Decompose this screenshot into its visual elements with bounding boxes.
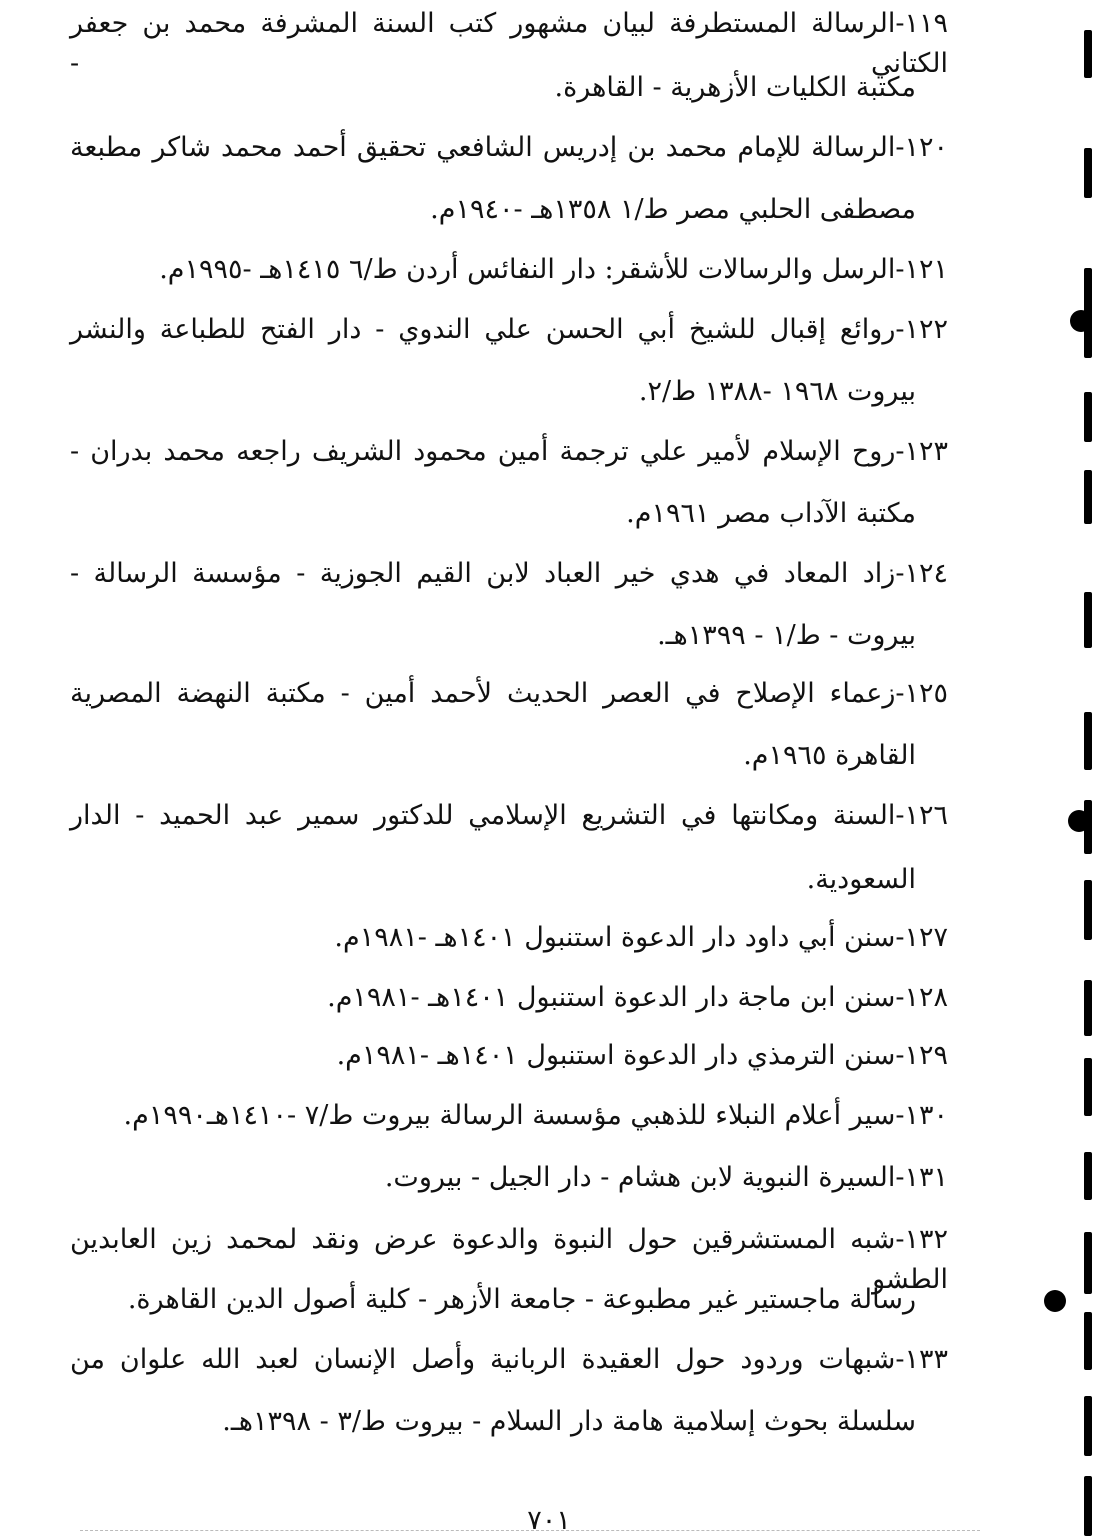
- binding-edge-mark: [1084, 470, 1092, 524]
- binding-edge-mark: [1084, 1152, 1092, 1200]
- reference-119-line-2: مكتبة الكليات الأزهرية - القاهرة.: [554, 72, 916, 103]
- binding-edge-mark: [1084, 30, 1092, 78]
- scan-bottom-edge: [80, 1530, 980, 1533]
- reference-126-line-2: السعودية.: [806, 864, 916, 895]
- reference-125-line-2: القاهرة ١٩٦٥م.: [743, 740, 916, 771]
- reference-133-line-2: سلسلة بحوث إسلامية هامة دار السلام - بيروت ط/٣ - ١٣٩٨هـ.: [222, 1406, 916, 1437]
- binding-edge-mark: [1084, 1058, 1092, 1116]
- reference-126-line-1: ١٢٦-السنة ومكانتها في التشريع الإسلامي للدكتور سمير عبد الحميد - الدار: [70, 800, 948, 831]
- reference-119-line-1: ١١٩-الرسالة المستطرفة لبيان مشهور كتب السنة المشرفة محمد بن جعفر الكتاني -: [70, 8, 948, 79]
- binding-edge-mark: [1084, 1232, 1092, 1294]
- reference-131-line-1: ١٣١-السيرة النبوية لابن هشام - دار الجيل - بيروت.: [384, 1162, 948, 1193]
- binding-edge-mark: [1084, 392, 1092, 442]
- reference-130-line-1: ١٣٠-سير أعلام النبلاء للذهبي مؤسسة الرسالة بيروت ط/٧ -١٤١٠هـ١٩٩٠م.: [123, 1100, 948, 1131]
- reference-129-line-1: ١٢٩-سنن الترمذي دار الدعوة استنبول ١٤٠١هـ -١٩٨١م.: [336, 1040, 948, 1071]
- reference-121-line-1: ١٢١-الرسل والرسالات للأشقر: دار النفائس أردن ط/٦ ١٤١٥هـ -١٩٩٥م.: [159, 254, 948, 285]
- reference-124-line-2: بيروت - ط/١ - ١٣٩٩هـ.: [657, 620, 916, 651]
- reference-132-line-2: رسالة ماجستير غير مطبوعة - جامعة الأزهر - كلية أصول الدين القاهرة.: [127, 1284, 916, 1315]
- reference-124-line-1: ١٢٤-زاد المعاد في هدي خير العباد لابن القيم الجوزية - مؤسسة الرسالة -: [70, 558, 948, 589]
- binding-edge-mark: [1084, 712, 1092, 770]
- reference-123-line-1: ١٢٣-روح الإسلام لأمير علي ترجمة أمين محمود الشريف راجعه محمد بدران -: [70, 436, 948, 467]
- binding-edge-mark: [1084, 148, 1092, 198]
- binding-edge-mark: [1084, 1476, 1092, 1536]
- reference-122-line-1: ١٢٢-روائع إقبال للشيخ أبي الحسن علي الندوي - دار الفتح للطباعة والنشر: [70, 314, 948, 345]
- reference-133-line-1: ١٣٣-شبهات وردود حول العقيدة الربانية وأصل الإنسان لعبد الله علوان من: [70, 1344, 948, 1375]
- binding-edge-mark: [1084, 592, 1092, 648]
- reference-128-line-1: ١٢٨-سنن ابن ماجة دار الدعوة استنبول ١٤٠١هـ -١٩٨١م.: [327, 982, 948, 1013]
- reference-120-line-2: مصطفى الحلبي مصر ط/١ ١٣٥٨هـ -١٩٤٠م.: [430, 194, 916, 225]
- reference-123-line-2: مكتبة الآداب مصر ١٩٦١م.: [626, 498, 916, 529]
- binding-edge-mark: [1084, 880, 1092, 940]
- punch-hole-mark: [1044, 1290, 1066, 1312]
- binding-edge-mark: [1084, 1312, 1092, 1370]
- punch-hole-mark: [1070, 310, 1092, 332]
- reference-132-line-1: ١٣٢-شبه المستشرقين حول النبوة والدعوة عرض ونقد لمحمد زين العابدين الطشو: [70, 1224, 948, 1295]
- reference-120-line-1: ١٢٠-الرسالة للإمام محمد بن إدريس الشافعي تحقيق أحمد محمد شاكر مطبعة: [70, 132, 948, 163]
- binding-edge-mark: [1084, 980, 1092, 1036]
- reference-127-line-1: ١٢٧-سنن أبي داود دار الدعوة استنبول ١٤٠١هـ -١٩٨١م.: [334, 922, 948, 953]
- reference-122-line-2: بيروت ١٩٦٨ -١٣٨٨ ط/٢.: [638, 376, 916, 407]
- reference-125-line-1: ١٢٥-زعماء الإصلاح في العصر الحديث لأحمد أمين - مكتبة النهضة المصرية: [70, 678, 948, 709]
- punch-hole-mark: [1068, 810, 1090, 832]
- page-number: ٧٠١: [527, 1505, 571, 1536]
- binding-edge-mark: [1084, 1396, 1092, 1456]
